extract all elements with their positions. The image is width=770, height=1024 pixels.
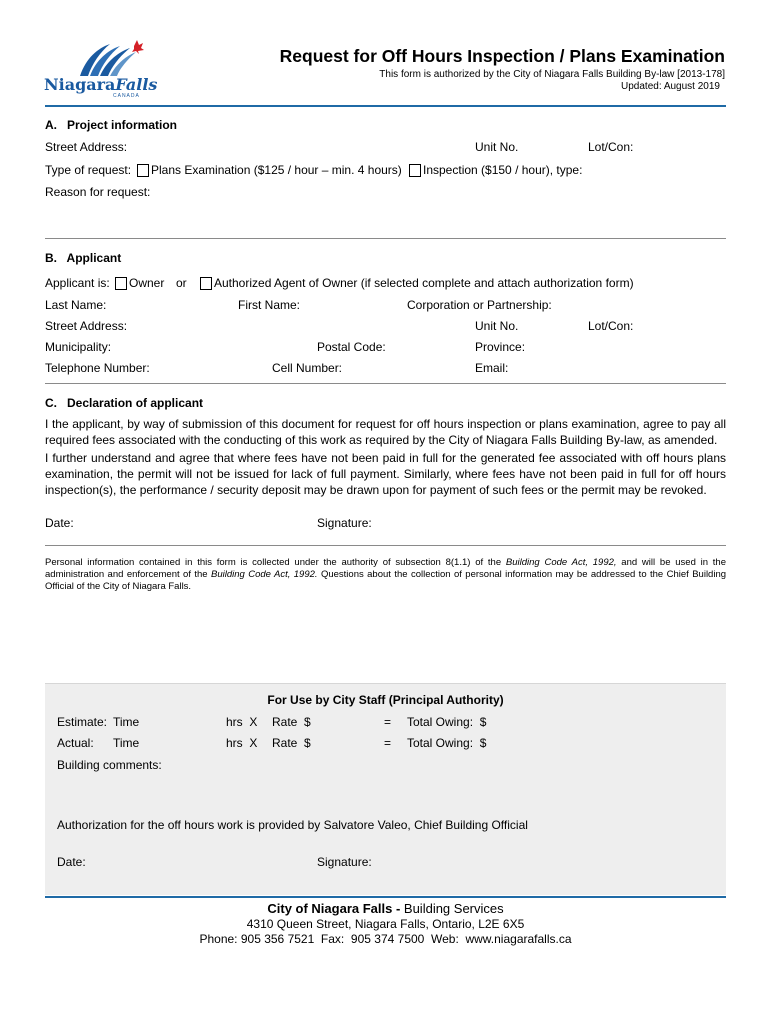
estimate-label: Estimate: [57, 715, 108, 729]
reason-label: Reason for request: [45, 185, 151, 199]
applicant-is-label: Applicant is: [45, 276, 110, 290]
inspection-label: Inspection ($150 / hour), type: [423, 163, 583, 177]
privacy-text-1: Personal information contained in this form is collected under the authority of subsection 8(1.1) of the [45, 557, 506, 568]
last-name-label: Last Name: [45, 298, 107, 312]
declaration-paragraph-1: I the applicant, by way of submission of this document for request for off hours inspection or plans examination, agree to pay all required fees associated with the conducting of this work as required by the City of Niagara Falls Building By-law, as amended. [45, 417, 726, 447]
corporation-label: Corporation or Partnership: [407, 298, 552, 312]
applicant-unit-label: Unit No. [475, 319, 519, 333]
privacy-act-1: Building Code Act, 1992, [505, 557, 617, 568]
section-b-divider [45, 383, 726, 384]
municipality-label: Municipality: [45, 340, 112, 354]
plans-exam-label: Plans Examination ($125 / hour – min. 4 hours) [151, 163, 402, 177]
owner-option[interactable] [115, 276, 164, 290]
plans-exam-checkbox[interactable] [137, 164, 149, 177]
province-label: Province: [475, 340, 526, 354]
lot-con-label: Lot/Con: [588, 140, 634, 154]
authorization-statement: Authorization for the off hours work is provided by Salvatore Valeo, Chief Building Official [57, 818, 528, 832]
estimate-total-label: Total Owing: $ [407, 715, 487, 729]
section-a-heading: A. Project information [45, 118, 178, 132]
agent-option[interactable] [200, 276, 634, 290]
footer-contact: Phone: 905 356 7521 Fax: 905 374 7500 Web: www.niagarafalls.ca [199, 932, 572, 946]
logo-sub: CANADA [113, 93, 140, 99]
actual-total-label: Total Owing: $ [407, 736, 487, 750]
section-c-divider [45, 545, 726, 546]
plans-exam-option[interactable] [137, 163, 402, 177]
applicant-street-label: Street Address: [45, 319, 128, 333]
estimate-time-label: Time [113, 715, 140, 729]
building-comments-label: Building comments: [57, 758, 162, 772]
unit-no-label: Unit No. [475, 140, 519, 154]
email-label: Email: [475, 361, 509, 375]
section-b-heading: B. Applicant [45, 251, 122, 265]
footer-divider [45, 896, 726, 898]
owner-label: Owner [129, 276, 165, 290]
actual-equals: = [384, 736, 392, 750]
actual-label: Actual: [57, 736, 94, 750]
logo-word-2: Falls [115, 75, 158, 94]
header-divider [45, 105, 726, 107]
declaration-date-label: Date: [45, 516, 74, 530]
declaration-paragraph-2: I further understand and agree that where fees have not been paid in full for the generated fee associated with off hours plans examination, the permit will not be issued for lack of full payment. Similarly, where fees have not been paid in full for off hours inspection(s), the performance / security deposit may be drawn upon for payment of such fees or the permit may be revoked. [45, 451, 726, 497]
logo-falls-icon [40, 38, 150, 80]
staff-signature-label: Signature: [317, 855, 372, 869]
estimate-rate-label: Rate $ [272, 715, 311, 729]
or-label: or [176, 276, 187, 290]
section-a-divider [45, 238, 726, 239]
applicant-lot-label: Lot/Con: [588, 319, 634, 333]
city-logo [40, 38, 158, 100]
estimate-hrs-label: hrs X [226, 715, 258, 729]
logo-wordmark [44, 75, 157, 94]
first-name-label: First Name: [238, 298, 301, 312]
postal-code-label: Postal Code: [317, 340, 386, 354]
footer-title [45, 901, 726, 916]
privacy-notice [45, 557, 726, 593]
inspection-option[interactable] [409, 163, 582, 177]
logo-word-1: Niagara [44, 75, 116, 94]
authorized-note: This form is authorized by the City of Niagara Falls Building By-law [2013-178] [379, 69, 725, 80]
privacy-text-2: and will be used in the administration and enforcement of the [45, 557, 727, 580]
actual-rate-label: Rate $ [272, 736, 311, 750]
estimate-equals: = [384, 715, 392, 729]
telephone-label: Telephone Number: [45, 361, 150, 375]
inspection-checkbox[interactable] [409, 164, 421, 177]
page-title: Request for Off Hours Inspection / Plans Examination [279, 46, 725, 66]
privacy-act-2: Building Code Act, 1992. [211, 569, 318, 580]
footer-city: City of Niagara Falls - [267, 901, 404, 916]
actual-time-label: Time [113, 736, 140, 750]
owner-checkbox[interactable] [115, 277, 127, 290]
privacy-text-3: Questions about the collection of personal information may be addressed to the Chief Building Official of the City of Niagara Falls. [45, 569, 727, 592]
agent-label: Authorized Agent of Owner (if selected complete and attach authorization form) [214, 276, 634, 290]
agent-checkbox[interactable] [200, 277, 212, 290]
footer-address: 4310 Queen Street, Niagara Falls, Ontario, L2E 6X5 [246, 917, 525, 931]
footer-dept: Building Services [403, 901, 504, 916]
updated-note: Updated: August 2019 [621, 81, 720, 92]
staff-date-label: Date: [57, 855, 86, 869]
staff-heading: For Use by City Staff (Principal Authority) [267, 693, 504, 707]
actual-hrs-label: hrs X [226, 736, 258, 750]
cell-label: Cell Number: [272, 361, 343, 375]
declaration-signature-label: Signature: [317, 516, 372, 530]
maple-leaf-icon [132, 40, 144, 54]
type-of-request-label: Type of request: [45, 163, 132, 177]
section-c-heading: C. Declaration of applicant [45, 396, 204, 410]
street-address-label: Street Address: [45, 140, 128, 154]
